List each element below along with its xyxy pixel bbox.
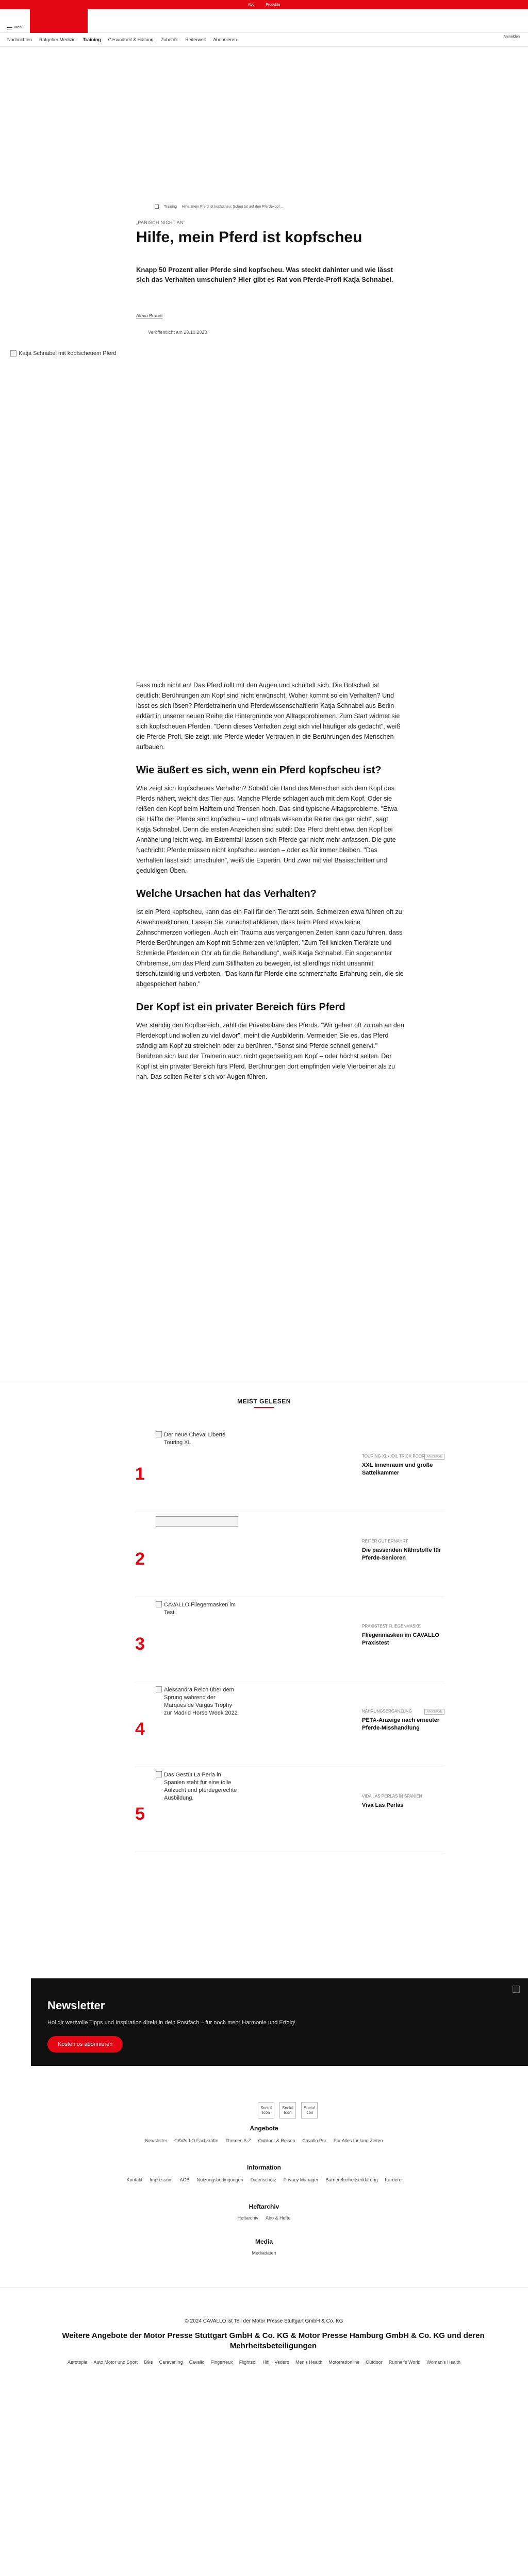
footer-link[interactable]: Privacy Manager [283,2177,319,2182]
most-read-image[interactable] [156,1686,238,1743]
most-read-item[interactable] [135,1767,444,1852]
logo-alt: CAVALLO [47,18,71,24]
most-read-image[interactable] [156,1771,238,1828]
most-read-headline[interactable]: PETA-Anzeige nach erneuter Pferde-Misshandlung [362,1717,440,1731]
publication-link[interactable]: Woman's Health [426,2360,460,2365]
most-read-headline[interactable]: XXL Innenraum und große Sattelkammer [362,1462,433,1476]
most-read-image[interactable] [156,1601,238,1658]
most-read-number: 5 [135,1804,145,1824]
footer-divider [0,2287,528,2288]
newsletter-text: Hol dir wertvolle Tipps und Inspiration direkt in dein Postfach – für noch mehr Harmonie und Erfolg! [47,2020,296,2026]
most-read-image-alt: CAVALLO Fliegermasken im Test [164,1602,236,1616]
footer-heading-information: Information [247,2164,281,2171]
footer-heading-angebote: Angebote [250,2125,278,2132]
publication-link[interactable]: Outdoor [366,2360,383,2365]
most-read-image-alt: Alessandra Reich über dem Sprung während der Marques de Vargas Trophy zur Madrid Horse Week 2022 [164,1687,238,1716]
publisher-heading: Weitere Angebote der Motor Presse Stuttgart GmbH & Co. KG & Motor Presse Hamburg GmbH & Co. KG und deren Mehrheitsbeteiligungen [62,2331,485,2350]
nav-item-ratgeber-medizin[interactable]: Ratgeber Medizin [39,37,76,42]
newsletter-subscribe-button[interactable]: Kostenlos abonnieren [47,2036,123,2053]
newsletter-banner [31,1978,528,2066]
footer-link[interactable]: Themen A-Z [225,2138,251,2143]
newsletter-title: Newsletter [47,1999,105,2012]
most-read-meta: TOURING XL / XXL TRICK POOR [362,1454,425,1459]
footer-link[interactable]: Barrierefreiheitserklärung [325,2177,378,2182]
social-icon[interactable]: Social Icon [279,2102,296,2119]
article-heading-1: Wie äußert es sich, wenn ein Pferd kopfscheu ist? [136,765,382,776]
breadcrumb-current: Hilfe, mein Pferd ist kopfscheu: Scheu tut auf den Pferdekopf ... [182,205,284,209]
most-read-item[interactable] [135,1427,444,1512]
article-lead: Knapp 50 Prozent aller Pferde sind kopfscheu. Was steckt dahinter und wie lässt sich das Verhalten umschulen? Hier gibt es Rat von Pferde-Profi Katja Schnabel. [136,266,393,283]
hero-image-alt: Katja Schnabel mit kopfscheuem Pferd [19,350,117,357]
footer-link[interactable]: Heftarchiv [237,2215,258,2221]
most-read-item[interactable] [135,1682,444,1767]
footer-link[interactable]: Kontakt [126,2177,143,2182]
most-read-number: 2 [135,1549,145,1569]
nav-item-nachrichten[interactable]: Nachrichten [7,37,32,42]
most-read-image-alt: Das Gestüt La Perla in Spanien steht für eine tolle Aufzucht und pferdegerechte Ausbildung. [164,1772,237,1801]
broken-image-icon [10,350,16,357]
article-paragraph-2: Wie zeigt sich kopfscheues Verhalten? Sobald die Hand des Menschen sich dem Kopf des Pferds nähert, weicht das Tier aus. Manche Pferde schlagen auch mit dem Kopf. Oder sie reißen den Kopf beim Halftern und Trensen hoch. Das sind typische Alltagsprobleme. "Etwa die Hälfte der Pferde sind kopfscheu – und oftmals wissen die Reiter das gar nicht", sagt Katja Schnabel. Denn die ersten Anzeichen sind subtil: Das Pferd dreht etwa den Kopf bei Annäherung leicht weg. Im Extremfall lassen sich Pferde gar nicht mehr anfassen. Die gute Nachricht: Pferde müssen nicht kopfscheu werden – oder es für immer bleiben. "Das Verhalten lässt sich umschulen", weiß die Expertin. Und zwar mit viel Basisschritten und geduldigen Üben. [136,785,398,874]
social-links [258,2102,318,2119]
author-link[interactable]: Alexa Brandt [136,313,163,318]
footer-link[interactable]: CAVALLO Fachkräfte [174,2138,219,2143]
article-heading-2: Welche Ursachen hat das Verhalten? [136,888,317,900]
footer-heading-heftarchiv: Heftarchiv [249,2203,279,2210]
publication-link[interactable]: Men's Health [295,2360,323,2365]
published-date: Veröffentlicht am 20.10.2023 [148,330,207,335]
publication-link[interactable]: Caravaning [159,2360,183,2365]
article-paragraph-1: Fass mich nicht an! Das Pferd rollt mit den Augen und schüttelt sich. Die Botschaft ist deutlich: Berührungen am Kopf sind nicht erwünscht. Woher kommt so ein Verhalten? Und lässt es sich lösen? Pferdetrainerin und Pferdewissenschaftlerin Katja Schnabel aus Berlin erklärt in unserer neuen Reihe die Hintergründe von Alltagsproblemen. Zum Start widmet sie sich kopfscheuen Pferden. "Denn dieses Verhalten zeigt sich viel häufiger als gedacht", weiß die Pferde-Profi. Sie zeigt, wie Pferde wieder Vertrauen in die Berührungen des Menschen aufbauen. [136,682,401,751]
breadcrumb-item-training[interactable]: Training [164,205,177,209]
article-title: Hilfe, mein Pferd ist kopfscheu [136,229,362,246]
most-read-item[interactable] [135,1597,444,1682]
footer-link[interactable]: AGB [179,2177,190,2182]
publication-link[interactable]: Motorradonline [328,2360,360,2365]
most-read-underline [254,1407,274,1408]
most-read-image[interactable] [156,1431,238,1488]
most-read-list [135,1427,444,1852]
nav-item-zubehoer[interactable]: Zubehör [160,37,178,42]
menu-label: Menü [14,26,24,29]
article-kicker: „PANISCH NICHT AN" [136,220,186,225]
most-read-meta: NAHRUNGSERGÄNZUNG [362,1709,412,1714]
publication-link[interactable]: Fingerreux [210,2360,233,2365]
footer-angebote-links [0,2138,528,2143]
broken-image-icon [156,1431,162,1437]
article-heading-3: Der Kopf ist ein privater Bereich fürs Pferd [136,1002,345,1013]
menu-button[interactable] [7,26,24,29]
article-paragraph-3: Ist ein Pferd kopfscheu, kann das ein Fall für den Tierarzt sein. Schmerzen etwa führen oft zu Abwehrreaktionen. Lassen Sie zunächst abklären, dass beim Pferd etwa keine Zahnschmerzen vorliegen. Auch ein Trauma aus vergangenen Zeiten kann dazu führen, dass Pferde Berührungen am Kopf mit Schmerzen verknüpfen. "Zum Teil knicken Tierärzte und Schmiede Pferden ein Ohr ab für die Behandlung", weiß Katja Schnabel. Ein sogenannter Ohrbremse, um das Pferd zum Stillhalten zu bewegen, ist allerdings nicht unsanmit tierschutzwidrig und verboten. "Das kann für Pferde eine schmerzhafte Erfahrung sein, die sie abgespeichert haben." [136,908,404,988]
hero-image [10,350,518,659]
footer-heading-media: Media [255,2238,273,2245]
publication-link[interactable]: Bike [144,2360,153,2365]
nav-divider [0,46,528,47]
footer-link[interactable]: Cavallo Pur [302,2138,326,2143]
most-read-meta: REITER GUT ERNÄHRT [362,1539,408,1544]
most-read-image-alt: Der neue Cheval Liberté Touring XL [164,1432,226,1446]
social-icon[interactable]: Social Icon [258,2102,274,2119]
footer-link[interactable]: Mediadaten [252,2250,276,2256]
broken-image-icon [156,1686,162,1692]
footer-link[interactable]: Newsletter [145,2138,168,2143]
article-paragraph-4: Wer ständig den Kopfbereich, zählt die Privatsphäre des Pferds. "Wir gehen oft zu nah an den Pferdekopf und wollen zu viel davor", meint die Ausbilderin. Vermeiden Sie es, das Pferd ständig am Kopf zu streicheln oder zu berühren. "Sonst sind Pferde schnell genervt." Berühren sich laut der Trainerin auch nicht gegenseitig am Kopf – oder höchst selten. Der Kopf ist ein privater Bereich fürs Pferd. Berührungen dort empfinden viele Vierbeiner als zu nah. Das sollten Reiter sich vor Augen führen. [136,1022,404,1080]
most-read-meta: PRAXISTEST FLIEGENMASKE [362,1624,421,1629]
footer-link[interactable]: Impressum [150,2177,173,2182]
publication-link[interactable]: Auto Motor und Sport [93,2360,138,2365]
most-read-headline[interactable]: Viva Las Perlas [362,1802,404,1808]
nav-item-reiterwelt[interactable]: Reiterwelt [185,37,206,42]
publication-link[interactable]: Runner's World [388,2360,421,2365]
site-header [0,9,528,39]
most-read-item[interactable] [135,1512,444,1597]
footer-media-links [0,2250,528,2256]
article-body [136,680,404,1089]
footer-link[interactable]: Nutzungsbedingungen [196,2177,243,2182]
broken-image-icon [156,1516,238,1527]
hamburger-icon [7,26,12,29]
most-read-image[interactable] [156,1516,238,1573]
site-logo[interactable] [30,9,88,33]
footer-information-links [0,2177,528,2182]
most-read-meta: VIDA LAS PERLAS IN SPANIEN [362,1794,422,1799]
breadcrumb [155,205,284,209]
footer-link[interactable]: Outdoor & Reisen [258,2138,295,2143]
topbar-link-produkte[interactable]: Produkte [266,3,280,7]
login-link[interactable]: Anmelden [503,35,520,39]
publication-links [10,2360,518,2365]
publication-link[interactable]: Flightsol [239,2360,257,2365]
broken-image-icon [156,1771,162,1777]
home-icon[interactable] [155,205,159,209]
most-read-headline[interactable]: Die passenden Nährstoffe für Pferde-Senioren [362,1547,441,1561]
topbar-link-abo[interactable]: Abo [248,3,255,7]
ad-badge: ANZEIGE [424,1709,444,1715]
close-icon[interactable] [513,1986,520,1993]
footer-link[interactable]: Pur Alles für lang Zeiten [333,2138,383,2143]
most-read-number: 1 [135,1464,145,1484]
publication-link[interactable]: Hifi + Vedero [262,2360,289,2365]
footer-link[interactable]: Datenschutz [250,2177,276,2182]
most-read-headline[interactable]: Fliegenmasken im CAVALLO Praxistest [362,1632,439,1646]
most-read-title: MEIST GELESEN [237,1398,291,1405]
publication-link[interactable]: Aerotopia [68,2360,88,2365]
copyright: © 2024 CAVALLO ist Teil der Motor Presse Stuttgart GmbH & Co. KG [185,2318,343,2324]
social-icon[interactable]: Social Icon [301,2102,318,2119]
nav-item-abonnieren[interactable]: Abonnieren [213,37,237,42]
nav-item-gesundheit-haltung[interactable]: Gesundheit & Haltung [108,37,154,42]
most-read-number: 3 [135,1634,145,1654]
nav-item-training[interactable]: Training [82,37,101,42]
broken-image-icon [156,1601,162,1607]
publication-link[interactable]: Cavallo [189,2360,205,2365]
footer-link[interactable]: Abo & Hefte [265,2215,291,2221]
footer-heftarchiv-links [0,2215,528,2221]
footer-link[interactable]: Karriere [385,2177,402,2182]
main-nav [7,37,237,45]
most-read-number: 4 [135,1719,145,1739]
top-bar [0,0,528,9]
ad-badge: ANZEIGE [424,1454,444,1460]
